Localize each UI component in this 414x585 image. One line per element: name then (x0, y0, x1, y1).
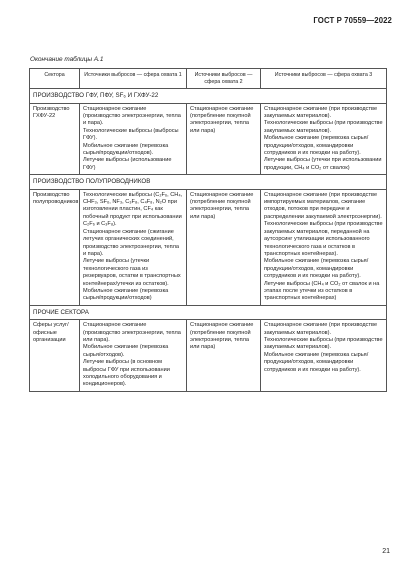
scope1-paragraph: Мобильное сжигание (перевозка сырья/продукции/отходов). (83, 142, 169, 157)
table-row (30, 320, 387, 392)
scope1-paragraph: Стационарное сжигание (производство электроэнергии, тепла или пара). (83, 322, 181, 343)
section-header-row (30, 89, 387, 103)
scope1-cell (80, 103, 187, 175)
scope3-cell (261, 103, 387, 175)
scope2-cell (187, 189, 261, 305)
scope1-paragraph: Летучие выбросы (в основном выбросы ГФУ при использовании холодильного оборудования и кондиционеров). (83, 359, 170, 388)
column-header-scope-1: Источники выбросов — сфера охвата 1 (80, 69, 187, 89)
scope3-cell (261, 320, 387, 392)
section-title: ПРОЧИЕ СЕКТОРА (30, 305, 387, 319)
section-title: ПРОИЗВОДСТВО ПОЛУПРОВОДНИКОВ (30, 175, 387, 189)
scope3-paragraph: Технологические выбросы (при производстве закупаемых материалов). (264, 120, 383, 134)
scope2-paragraph: Стационарное сжигание (потребление покупной электроэнергии, тепла или пара) (190, 105, 254, 134)
scope1-paragraph: Стационарное сжигание (сжигание летучих органических соединений, производство электроэнергии, тепла и пара). (83, 228, 180, 257)
table-header-row (30, 69, 387, 89)
scope2-cell (187, 103, 261, 175)
scope1-paragraph: Летучие выбросы (использование ГФУ) (83, 157, 172, 171)
standard-header: ГОСТ Р 70559—2022 (313, 16, 392, 25)
scope1-paragraph: Мобильное сжигание (перевозка сырья/продукции/отходов) (83, 287, 169, 302)
table-row (30, 103, 387, 175)
scope3-paragraph: Летучие выбросы (утечки при использовании продукции, CH₄ и CO₂ от свалок) (264, 157, 382, 171)
column-header-sectors: Сектора (30, 69, 80, 89)
page-number: 21 (382, 548, 390, 555)
scope2-paragraph: Стационарное сжигание (потребление покупной электроэнергии, тепла или пара) (190, 322, 254, 351)
scope3-paragraph: Мобильное сжигание (перевозка сырья/продукции/отходов, командировки сотрудников и их поездки на работу). (264, 258, 369, 280)
scope3-paragraph: Стационарное сжигание (при производстве закупаемых материалов). (264, 322, 378, 336)
scope2-cell (187, 320, 261, 392)
scope3-cell (261, 189, 387, 305)
scope2-paragraph: Стационарное сжигание (потребление покупной электроэнергии, тепла или пара) (190, 191, 254, 220)
column-header-scope-2: Источники выбросов — сфера охвата 2 (187, 69, 261, 89)
scope3-paragraph: Технологические выбросы (при производстве закупаемых материалов, переданной на аутсорсинг утилизации использованного технологического газа и остатков в транспортных контейнерах). (264, 221, 383, 257)
scope1-paragraph: Летучие выбросы (утечки технологического газа из резервуаров, остатки в транспортных контейнерах/утечки из остатков). (83, 258, 181, 287)
sector-cell: Производство ГХФУ-22 (30, 103, 80, 175)
scope3-paragraph: Мобильное сжигание (перевозка сырья/продукции/отходов, командировки сотрудников и их поездки на работу). (264, 351, 369, 373)
sector-cell: Сферы услуг/офисные организации (30, 320, 80, 392)
sector-cell: Производство полупроводников (30, 189, 80, 305)
scope3-paragraph: Мобильное сжигание (перевозка сырья/продукции/отходов, командировки сотрудников и их поездки на работу). (264, 135, 369, 157)
section-header-row (30, 175, 387, 189)
scope1-paragraph: Технологические выбросы (C₂F₆, CH₄, CHF₃, SF₆, NF₃, C₃F₈, C₄F₈, N₂O при изготовлении пластин, CF₄ как побочный продукт при использовании C₂F₆ и C₃F₈). (83, 191, 183, 228)
emissions-table (29, 68, 387, 392)
column-header-scope-3: Источники выбросов — сфера охвата 3 (261, 69, 387, 89)
scope1-cell (80, 320, 187, 392)
table-row (30, 189, 387, 305)
section-title: ПРОИЗВОДСТВО ГФУ, ПФУ, SF₆ И ГХФУ-22 (30, 89, 387, 103)
scope3-paragraph: Технологические выбросы (при производстве закупаемых материалов). (264, 336, 383, 351)
scope1-paragraph: Стационарное сжигание (производство электроэнергии, тепла и пара). (83, 105, 181, 127)
scope1-paragraph: Мобильное сжигание (перевозка сырья/отходов). (83, 344, 169, 358)
section-header-row (30, 305, 387, 319)
scope3-paragraph: Летучие выбросы (CH₄ и CO₂ от свалок и на этапах после утечки из остатков в транспортных контейнерах) (264, 280, 380, 302)
scope1-paragraph: Технологические выбросы (выбросы ГФУ). (83, 127, 179, 142)
scope3-paragraph: Стационарное сжигание (при производстве импортируемых материалов, сжигание отходов, потоков при передаче и распределении закупаемой электроэнергии). (264, 191, 382, 220)
scope3-paragraph: Стационарное сжигание (при производстве закупаемых материалов). (264, 105, 378, 119)
table-continuation-caption: Окончание таблицы А.1 (30, 56, 104, 63)
scope1-cell (80, 189, 187, 305)
